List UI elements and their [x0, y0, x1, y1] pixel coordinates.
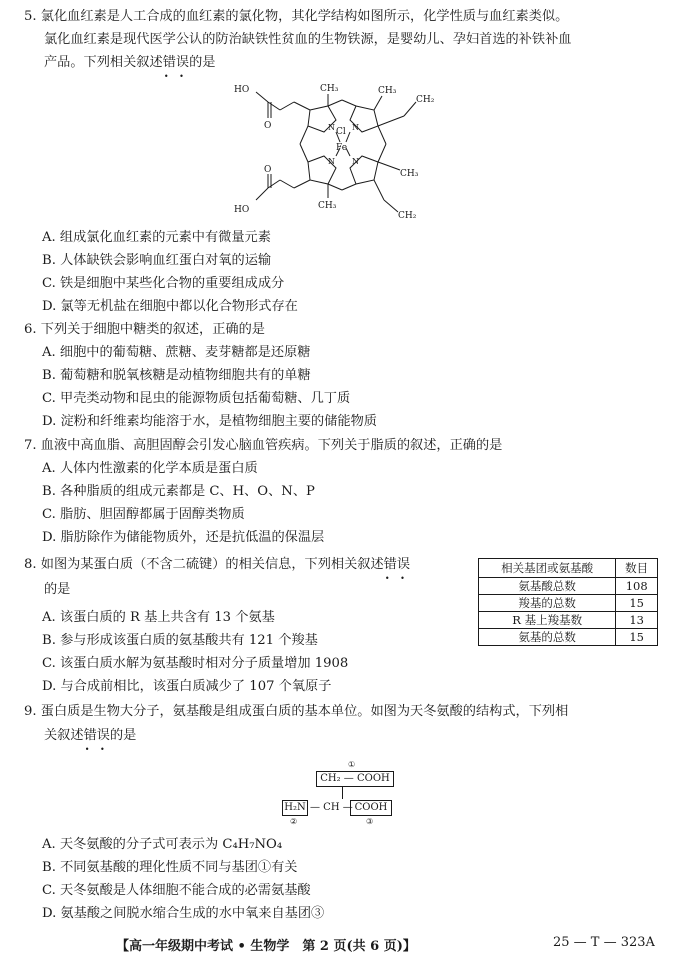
mol-ch3-c: CH₃: [400, 169, 419, 179]
structure-bond-vertical: [342, 787, 343, 799]
q7-option-c: C. 脂肪、胆固醇都属于固醇类物质: [42, 507, 245, 522]
mol-ch3-b: CH₃: [378, 86, 397, 96]
q8-option-c: C. 该蛋白质水解为氨基酸时相对分子质量增加 1908: [42, 656, 349, 671]
mol-ch2-top: CH₂: [416, 95, 435, 105]
structure-label-1: ①: [348, 760, 356, 769]
structure-carboxyl-group: COOH: [350, 800, 392, 816]
mol-cl: Cl: [336, 127, 346, 137]
q9-option-b: B. 不同氨基酸的理化性质不同与基团①有关: [42, 860, 298, 875]
page-footer: 【高一年级期中考试 • 生物学 第 2 页(共 6 页)】: [116, 939, 416, 954]
mol-ho-bot: HO: [234, 205, 250, 215]
q5-stem-line2: 氯化血红素是现代医学公认的防治缺铁性贫血的生物铁源，是婴幼儿、孕妇首选的补铁补血: [44, 32, 572, 47]
q8-option-b: B. 参与形成该蛋白质的氨基酸共有 121 个羧基: [42, 633, 318, 648]
q8-option-d: D. 与合成前相比，该蛋白质减少了 107 个氧原子: [42, 679, 332, 694]
q9-emphasis: 错误 • •: [84, 727, 110, 745]
mol-ho-top: HO: [234, 85, 250, 95]
q5-option-b: B. 人体缺铁会影响血红蛋白对氧的运输: [42, 253, 272, 268]
table-row: R 基上羧基数 13: [479, 612, 658, 629]
table-header-row: [479, 559, 658, 578]
mol-ch2-bot: CH₂: [398, 211, 417, 221]
mol-n2: N: [352, 123, 359, 132]
q6-option-c: C. 甲壳类动物和昆虫的能源物质包括葡萄糖、几丁质: [42, 391, 351, 406]
exam-code: 25 — T — 323A: [553, 935, 655, 950]
table-row: 氨基酸总数 108: [479, 578, 658, 595]
q9-option-c: C. 天冬氨酸是人体细胞不能合成的必需氨基酸: [42, 883, 311, 898]
mol-n3: N: [328, 157, 335, 166]
q5-option-a: A. 组成氯化血红素的元素中有微量元素: [42, 230, 271, 245]
structure-ch: — CH —: [310, 802, 353, 813]
aspartic-acid-structure: [278, 760, 398, 830]
q5-stem-line3: 产品。下列相关叙述错误 • •的是: [44, 54, 215, 72]
q7-option-b: B. 各种脂质的组成元素都是 C、H、O、N、P: [42, 484, 315, 499]
q6-option-d: D. 淀粉和纤维素均能溶于水，是植物细胞主要的储能物质: [42, 414, 377, 429]
q8-stem-line2: 的是: [44, 582, 71, 597]
heme-chloride-structure: [232, 80, 452, 230]
q5-emphasis: 错误 • •: [163, 55, 189, 70]
structure-amino-group: H₂N: [282, 800, 308, 816]
q6-option-b: B. 葡萄糖和脱氧核糖是动植物细胞共有的单糖: [42, 368, 311, 383]
q5-option-c: C. 铁是细胞中某些化合物的重要组成成分: [42, 276, 285, 291]
mol-n4: N: [352, 157, 359, 166]
q8-data-table: [478, 558, 658, 646]
q9-stem-line2: 关叙述错误 • •的是: [44, 727, 136, 745]
structure-label-3: ③: [366, 817, 374, 826]
q6-stem: 6. 下列关于细胞中糖类的叙述，正确的是: [24, 322, 265, 337]
q8-option-a: A. 该蛋白质的 R 基上共含有 13 个氨基: [42, 610, 275, 625]
structure-top-group: CH₂ — COOH: [316, 771, 394, 787]
table-header-group: 相关基团或氨基酸: [479, 559, 616, 578]
mol-fe: Fe: [336, 143, 348, 153]
q6-option-a: A. 细胞中的葡萄糖、蔗糖、麦芽糖都是还原糖: [42, 345, 311, 360]
q8-emphasis: 错误 • •: [384, 556, 410, 574]
q7-option-a: A. 人体内性激素的化学本质是蛋白质: [42, 461, 258, 476]
mol-n1: N: [328, 123, 335, 132]
q9-option-d: D. 氨基酸之间脱水缩合生成的水中氧来自基团③: [42, 906, 325, 921]
q5-option-d: D. 氯等无机盐在细胞中都以化合物形式存在: [42, 299, 298, 314]
mol-ch3-a: CH₃: [320, 84, 339, 94]
q9-option-a: A. 天冬氨酸的分子式可表示为 C₄H₇NO₄: [42, 837, 283, 852]
table-row: 羧基的总数 15: [479, 595, 658, 612]
mol-o-top: O: [264, 121, 272, 131]
q9-stem-line1: 9. 蛋白质是生物大分子，氨基酸是组成蛋白质的基本单位。如图为天冬氨酸的结构式，下列相: [24, 704, 569, 719]
q7-stem: 7. 血液中高血脂、高胆固醇会引发心脑血管疾病。下列关于脂质的叙述，正确的是: [24, 438, 503, 453]
mol-ch3-d: CH₃: [318, 201, 337, 211]
table-row: 氨基的总数 15: [479, 629, 658, 646]
q8-stem-line1: 8. 如图为某蛋白质（不含二硫键）的相关信息，下列相关叙述错误 • •: [24, 556, 410, 574]
structure-label-2: ②: [290, 817, 298, 826]
table-header-count: 数目: [616, 559, 658, 578]
mol-o-bot: O: [264, 165, 272, 175]
q7-option-d: D. 脂肪除作为储能物质外，还是抗低温的保温层: [42, 530, 325, 545]
q5-stem-line1: 5. 氯化血红素是人工合成的血红素的氯化物，其化学结构如图所示，化学性质与血红素类似。: [24, 9, 569, 24]
